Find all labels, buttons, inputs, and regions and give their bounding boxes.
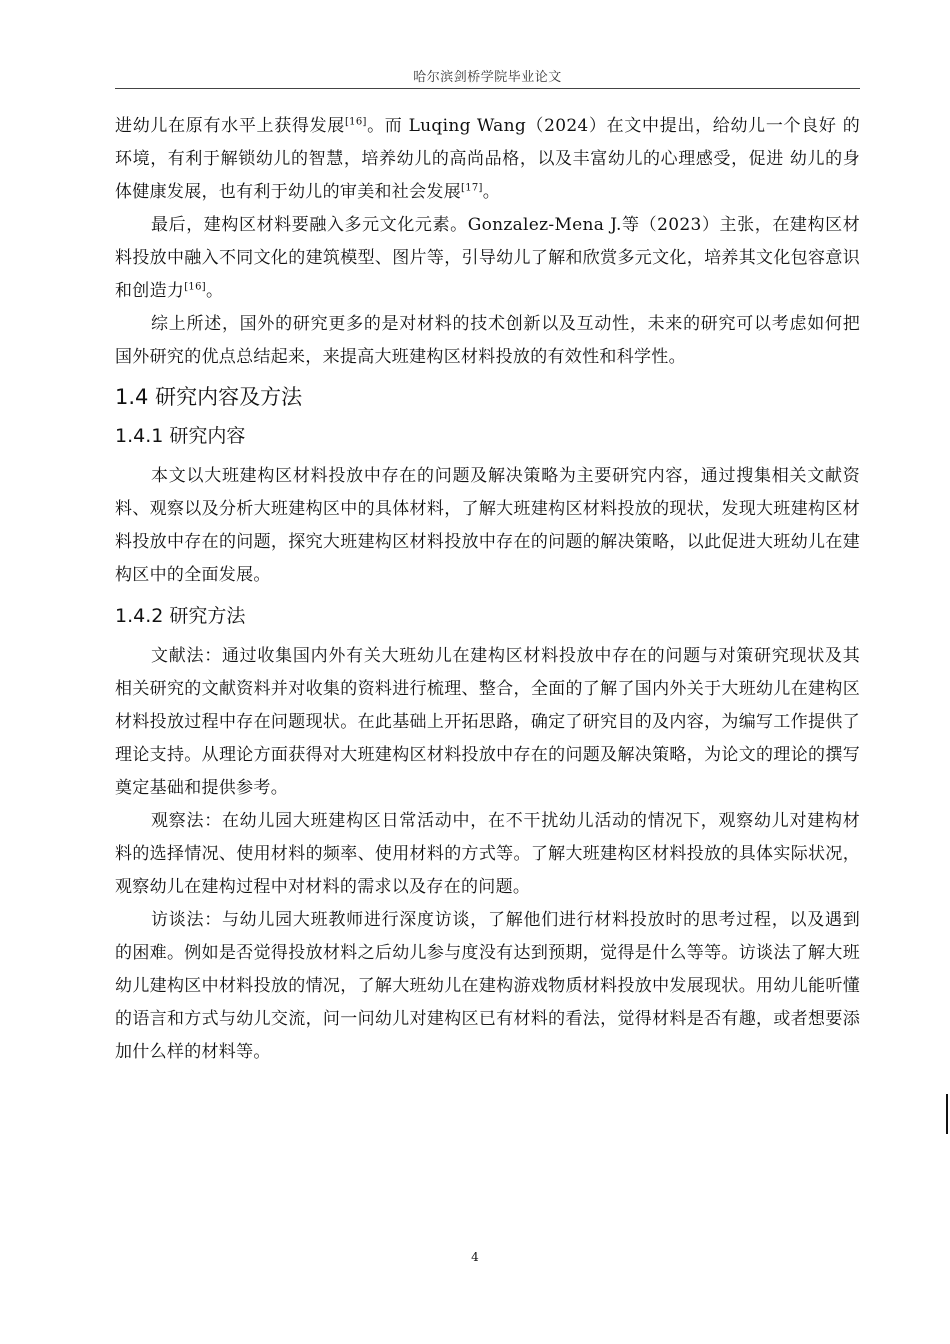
paragraph-text: 。而 Luqing Wang（2024）在文中提出，给幼儿一个良好 的环境，有利于解锁幼儿的智慧，培养幼儿的高尚品格，以及丰富幼儿的心理感受，促进 幼儿的身体健康发展，也有利于幼儿的审美和社会发展	[115, 116, 860, 202]
citation: [17]	[461, 182, 483, 194]
paragraph: 文献法：通过收集国内外有关大班幼儿在建构区材料投放中存在的问题与对策研究现状及其相关研究的文献资料并对收集的资料进行梳理、整合，全面的了解了国内外关于大班幼儿在建构区材料投放过程中存在问题现状。在此基础上开拓思路，确定了研究目的及内容，为编写工作提供了理论支持。从理论方面获得对大班建构区材料投放中存在的问题及解决策略，为论文的理论的撰写奠定基础和提供参考。	[115, 646, 860, 798]
paragraph: 访谈法：与幼儿园大班教师进行深度访谈，了解他们进行材料投放时的思考过程，以及遇到的困难。例如是否觉得投放材料之后幼儿参与度没有达到预期，觉得是什么等等。访谈法了解大班幼儿建构区中材料投放的情况，了解大班幼儿在建构游戏物质材料投放中发展现状。用幼儿能听懂的语言和方式与幼儿交流，问一问幼儿对建构区已有材料的看法，觉得材料是否有趣，或者想要添加什么样的材料等。	[115, 910, 860, 1062]
edge-mark	[946, 1094, 948, 1134]
paragraph-text: 。	[482, 182, 501, 202]
citation: [16]	[184, 281, 206, 293]
header-rule	[115, 88, 860, 89]
paragraph: 综上所述，国外的研究更多的是对材料的技术创新以及互动性，未来的研究可以考虑如何把国外研究的优点总结起来，来提高大班建构区材料投放的有效性和科学性。	[115, 314, 860, 367]
subsection-heading: 1.4.1 研究内容	[115, 425, 246, 447]
page-number: 4	[471, 1250, 479, 1264]
running-header: 哈尔滨剑桥学院毕业论文	[413, 70, 562, 85]
paragraph: 观察法：在幼儿园大班建构区日常活动中，在不干扰幼儿活动的情况下，观察幼儿对建构材料的选择情况、使用材料的频率、使用材料的方式等。了解大班建构区材料投放的具体实际状况，观察幼儿在建构过程中对材料的需求以及存在的问题。	[115, 811, 860, 897]
paragraph-text: 进幼儿在原有水平上获得发展	[115, 116, 345, 136]
citation: [16]	[344, 116, 367, 128]
paragraph: 本文以大班建构区材料投放中存在的问题及解决策略为主要研究内容，通过搜集相关文献资料、观察以及分析大班建构区中的具体材料，了解大班建构区材料投放的现状，发现大班建构区材料投放中存在的问题，探究大班建构区材料投放中存在的问题的解决策略，以此促进大班幼儿在建构区中的全面发展。	[115, 466, 860, 585]
section-heading: 1.4 研究内容及方法	[115, 385, 303, 409]
paragraph-text: 。	[205, 281, 224, 301]
subsection-heading: 1.4.2 研究方法	[115, 605, 246, 627]
paragraph	[115, 209, 860, 308]
paragraph-text: 最后，建构区材料要融入多元文化元素。Gonzalez-Mena J.等（2023）主张，在建构区材料投放中融入不同文化的建筑模型、图片等，引导幼儿了解和欣赏多元文化，培养其文化包容意识和创造力	[115, 215, 860, 301]
document-body	[115, 110, 860, 1069]
paragraph	[115, 110, 860, 209]
